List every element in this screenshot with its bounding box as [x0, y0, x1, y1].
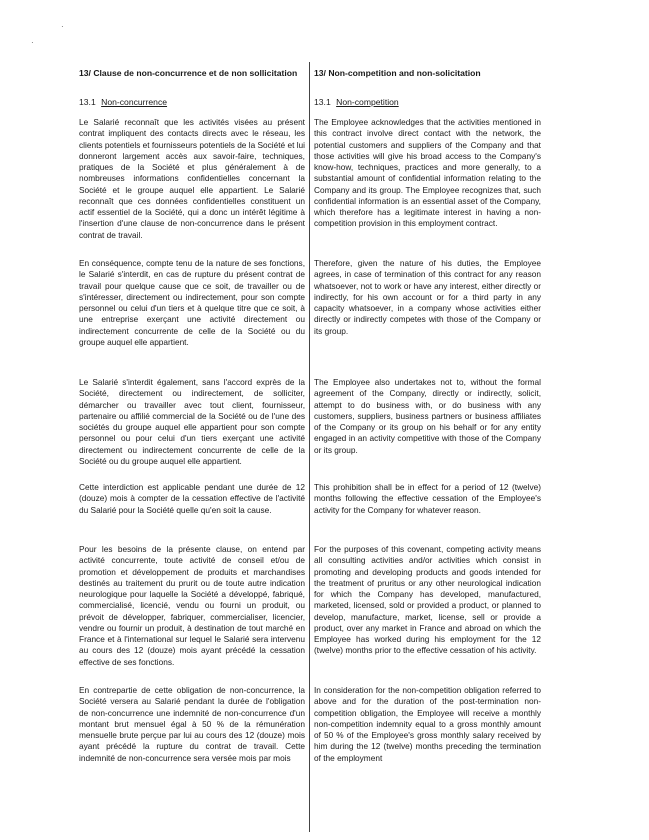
scan-mark: · — [61, 22, 64, 31]
paragraph-fr-3: Le Salarié s'interdit également, sans l'accord exprès de la Société, directement ou indirectement, de solliciter, démarcher ou travailler avec tout client, fournisseur, partenaire ou affilié commercial de la Société ou de l'une des sociétés du groupe auquel elle appartient pour son compte personnel ou pour celui d'un tiers exerçant une activité directement ou indirectement concurrente de celle de la Société ou du groupe auquel elle appartient. — [79, 377, 305, 466]
paragraph-fr-5: Pour les besoins de la présente clause, on entend par activité concurrente, toute activité de conseil et/ou de promotion et développement de produits et marchandises destinés au traitement du prurit ou de toute autre indication neurologique pour laquelle la Société a développé, fabriqué, commercialisé, licencié, vendu ou fourni un produit, ou prévoit de développer, fabriquer, commercialiser, licencier, vendre ou fournir un produit, à destination de tout marché en France et à l'international sur lequel le Salarié sera intervenu au cours des 12 (douze) mois ayant précédé la cessation effective de ses fonctions. — [79, 544, 305, 667]
column-divider — [309, 62, 310, 832]
paragraph-fr-6: En contrepartie de cette obligation de non-concurrence, la Société versera au Salarié pendant la durée de l'obligation de non-concurrence une indemnité de non-concurrence d'un montant brut mensuel égal à 50 % de la rémunération mensuelle brute perçue par lui au cours des 12 (douze) mois ayant précédé la rupture du contrat de travail. Cette indemnité de non-concurrence sera versée mois par mois — [79, 685, 305, 763]
scan-mark: · — [31, 38, 34, 47]
subsection-heading-en — [314, 96, 399, 108]
paragraph-en-1: The Employee acknowledges that the activities mentioned in this contract involve direct contact with the network, the potential customers and suppliers of the Company and that those activities will give his broad access to the Company's know-how, techniques, practices and more generally, to a substantial amount of confidential information relating to the Company and its group. The Employee recognizes that, such confidential information is an essential asset of the Company, which therefore has a legitimate interest in having a non-competition provision in this employment contract. — [314, 117, 541, 229]
section-heading-en: 13/ Non-competition and non-solicitation — [314, 68, 481, 78]
paragraph-en-4: This prohibition shall be in effect for a period of 12 (twelve) months following the effective cessation of the Employee's activity for the Company for whatever reason. — [314, 482, 541, 515]
french-column — [79, 67, 305, 763]
paragraph-fr-2: En conséquence, compte tenu de la nature de ses fonctions, le Salarié s'interdit, en cas de rupture du présent contrat de travail pour quelque cause que ce soit, de travailler ou de s'intéresser, directement ou indirectement, pour son compte personnel ou celui d'un tiers et à quelque titre que ce soit, à une entreprise exerçant une activité directement ou indirectement concurrente de celle de la Société ou du groupe auquel elle appartient. — [79, 258, 305, 347]
paragraph-en-2: Therefore, given the nature of his duties, the Employee agrees, in case of termination of this contract for any reason whatsoever, not to work or have any interest, either directly or indirectly, for his own account or for a third party in any capacity whatsoever, in a company whose activities either directly or indirectly competes with those of the Company or its group. — [314, 258, 541, 336]
subsection-title-fr: Non-concurrence — [101, 97, 168, 107]
paragraph-en-5: For the purposes of this covenant, competing activity means all consulting activities and/or activities which consist in promoting and developing products and goods intended for the treatment of pruritus or any other neurological indication for which the Company has developed, manufactured, marketed, licensed, sold or provided a product, or planned to develop, manufacture, market, license, sell or provide a product, over any market in France and abroad on which the Employee has worked during his employment for the 12 (twelve) months prior to the effective cessation of his activity. — [314, 544, 541, 656]
section-heading-fr: 13/ Clause de non-concurrence et de non sollicitation — [79, 68, 298, 78]
paragraph-fr-4: Cette interdiction est applicable pendant une durée de 12 (douze) mois à compter de la cessation effective de l'activité du Salarié pour la Société quelle qu'en soit la cause. — [79, 482, 305, 515]
subsection-heading-fr — [79, 96, 167, 108]
subsection-number-en: 13.1 — [314, 97, 331, 107]
subsection-number-fr: 13.1 — [79, 97, 96, 107]
paragraph-en-3: The Employee also undertakes not to, without the formal agreement of the Company, directly or indirectly, solicit, attempt to do business with, or do business with any customers, suppliers, business partners or business affiliates of the Company or its group on his behalf or for any entity engaged in an activity competitive with those of the Company or its group. — [314, 377, 541, 455]
english-column — [314, 67, 541, 763]
paragraph-fr-1: Le Salarié reconnaît que les activités visées au présent contrat impliquent des contacts directs avec le réseau, les clients potentiels et fournisseurs potentiels de la Société et lui donneront largement accès aux savoir-faire, techniques, pratiques de la Société et plus généralement à de nombreuses informations confidentielles concernant la Société et le groupe auquel elle appartient. Le Salarié reconnaît que ces données confidentielles constituent un actif essentiel de la Société, qui a donc un intérêt légitime à l'insertion d'une clause de non-concurrence dans le présent contrat de travail. — [79, 117, 305, 240]
subsection-title-en: Non-competition — [336, 97, 399, 107]
paragraph-en-6: In consideration for the non-competition obligation referred to above and for the duration of the post-termination non-competition obligation, the Employee will receive a monthly non-competition indemnity equal to a gross monthly amount of 50 % of the Employee's gross monthly salary received by him during the 12 (twelve) months preceding the termination of the employment — [314, 685, 541, 763]
